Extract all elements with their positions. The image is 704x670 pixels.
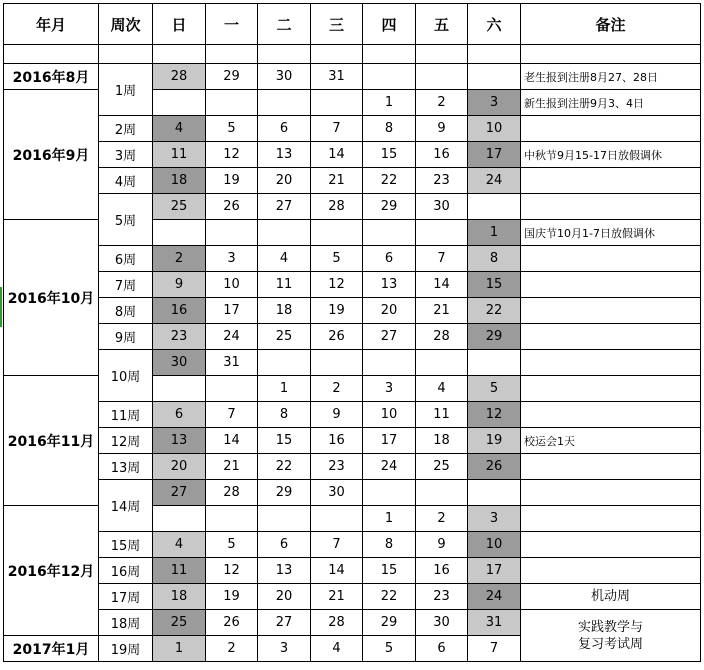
day-cell-thu: 6 — [363, 246, 416, 272]
note-cell — [521, 506, 701, 532]
day-cell-thu: 15 — [363, 558, 416, 584]
week-cell: 10周 — [99, 350, 153, 402]
note-cell — [521, 298, 701, 324]
calendar-row — [4, 480, 701, 506]
day-cell-sat: 19 — [468, 428, 521, 454]
day-cell-tue: 13 — [258, 142, 311, 168]
day-cell-thu — [363, 350, 416, 376]
day-cell-fri: 30 — [416, 610, 468, 636]
header-week: 周次 — [99, 4, 153, 45]
day-cell-wed: 21 — [311, 168, 363, 194]
day-cell-tue — [258, 506, 311, 532]
day-cell-sat: 3 — [468, 90, 521, 116]
day-cell-tue: 1 — [258, 376, 311, 402]
note-cell: 实践教学与 复习考试周 — [521, 610, 701, 662]
day-cell-sat: 10 — [468, 116, 521, 142]
day-cell-wed: 7 — [311, 532, 363, 558]
day-cell-sat — [468, 64, 521, 90]
day-cell-sat: 3 — [468, 506, 521, 532]
day-cell-thu: 8 — [363, 116, 416, 142]
day-cell-thu — [363, 220, 416, 246]
day-cell-sat: 31 — [468, 610, 521, 636]
day-cell-wed: 26 — [311, 324, 363, 350]
day-cell-tue: 30 — [258, 64, 311, 90]
day-cell-fri: 2 — [416, 90, 468, 116]
day-cell-sat: 8 — [468, 246, 521, 272]
day-cell-fri: 7 — [416, 246, 468, 272]
day-cell-sun — [153, 90, 206, 116]
day-cell-wed — [311, 506, 363, 532]
day-cell-fri: 2 — [416, 506, 468, 532]
day-cell-mon: 12 — [206, 558, 258, 584]
day-cell-fri — [416, 64, 468, 90]
day-cell-thu: 22 — [363, 168, 416, 194]
day-cell-mon: 21 — [206, 454, 258, 480]
day-cell-sun: 18 — [153, 584, 206, 610]
day-cell-mon: 3 — [206, 246, 258, 272]
day-cell-wed: 28 — [311, 610, 363, 636]
day-cell-thu — [363, 45, 416, 64]
day-cell-sun: 16 — [153, 298, 206, 324]
day-cell-tue: 20 — [258, 168, 311, 194]
day-cell-sat: 24 — [468, 584, 521, 610]
year-month-cell: 2016年12月 — [4, 506, 99, 636]
day-cell-mon: 5 — [206, 116, 258, 142]
day-cell-mon: 19 — [206, 584, 258, 610]
day-cell-tue: 29 — [258, 480, 311, 506]
day-cell-wed: 30 — [311, 480, 363, 506]
day-cell-sat — [468, 194, 521, 220]
day-cell-fri: 4 — [416, 376, 468, 402]
day-cell-sun — [153, 220, 206, 246]
week-cell: 11周 — [99, 402, 153, 428]
calendar-row — [4, 532, 701, 558]
day-cell-thu: 8 — [363, 532, 416, 558]
day-cell-mon: 14 — [206, 428, 258, 454]
day-cell-wed: 19 — [311, 298, 363, 324]
header-wed: 三 — [311, 4, 363, 45]
day-cell-wed: 31 — [311, 64, 363, 90]
day-cell-sun: 23 — [153, 324, 206, 350]
week-cell: 4周 — [99, 168, 153, 194]
week-cell: 15周 — [99, 532, 153, 558]
school-calendar-table — [3, 3, 701, 662]
note-cell — [521, 168, 701, 194]
calendar-row — [4, 324, 701, 350]
calendar-row — [4, 558, 701, 584]
note-cell: 中秋节9月15-17日放假调休 — [521, 142, 701, 168]
week-cell: 18周 — [99, 610, 153, 636]
calendar-row — [4, 45, 701, 64]
note-cell: 校运会1天 — [521, 428, 701, 454]
day-cell-tue: 22 — [258, 454, 311, 480]
day-cell-sat: 12 — [468, 402, 521, 428]
day-cell-tue: 25 — [258, 324, 311, 350]
header-mon: 一 — [206, 4, 258, 45]
day-cell-sun: 27 — [153, 480, 206, 506]
week-cell: 3周 — [99, 142, 153, 168]
day-cell-tue — [258, 350, 311, 376]
day-cell-sun: 11 — [153, 558, 206, 584]
day-cell-thu: 13 — [363, 272, 416, 298]
day-cell-sat: 17 — [468, 142, 521, 168]
day-cell-tue: 13 — [258, 558, 311, 584]
day-cell-mon: 5 — [206, 532, 258, 558]
year-month-cell: 2017年1月 — [4, 636, 99, 662]
day-cell-thu: 20 — [363, 298, 416, 324]
day-cell-tue — [258, 45, 311, 64]
header-sat: 六 — [468, 4, 521, 45]
header-sun: 日 — [153, 4, 206, 45]
day-cell-fri — [416, 45, 468, 64]
year-month-cell: 2016年10月 — [4, 220, 99, 376]
day-cell-wed: 5 — [311, 246, 363, 272]
day-cell-fri: 6 — [416, 636, 468, 662]
day-cell-thu: 22 — [363, 584, 416, 610]
day-cell-sun: 4 — [153, 116, 206, 142]
day-cell-sun: 25 — [153, 194, 206, 220]
day-cell-mon: 17 — [206, 298, 258, 324]
week-cell: 14周 — [99, 480, 153, 532]
note-cell — [521, 116, 701, 142]
header-fri: 五 — [416, 4, 468, 45]
day-cell-mon: 2 — [206, 636, 258, 662]
day-cell-sun — [153, 506, 206, 532]
day-cell-tue: 20 — [258, 584, 311, 610]
day-cell-sat: 17 — [468, 558, 521, 584]
day-cell-sun: 4 — [153, 532, 206, 558]
calendar-row — [4, 428, 701, 454]
day-cell-fri: 28 — [416, 324, 468, 350]
day-cell-tue: 27 — [258, 194, 311, 220]
calendar-row — [4, 246, 701, 272]
week-cell: 8周 — [99, 298, 153, 324]
week-cell: 6周 — [99, 246, 153, 272]
day-cell-sun: 30 — [153, 350, 206, 376]
day-cell-wed — [311, 90, 363, 116]
day-cell-thu: 5 — [363, 636, 416, 662]
day-cell-tue — [258, 90, 311, 116]
day-cell-wed — [311, 220, 363, 246]
day-cell-sat — [468, 45, 521, 64]
year-month-cell — [4, 45, 99, 64]
note-cell — [521, 272, 701, 298]
day-cell-fri: 14 — [416, 272, 468, 298]
note-cell: 新生报到注册9月3、4日 — [521, 90, 701, 116]
day-cell-fri: 9 — [416, 532, 468, 558]
day-cell-sun — [153, 376, 206, 402]
day-cell-thu: 29 — [363, 194, 416, 220]
week-cell: 12周 — [99, 428, 153, 454]
header-tue: 二 — [258, 4, 311, 45]
day-cell-sun: 11 — [153, 142, 206, 168]
day-cell-mon: 28 — [206, 480, 258, 506]
note-cell — [521, 45, 701, 64]
day-cell-fri: 18 — [416, 428, 468, 454]
day-cell-tue: 18 — [258, 298, 311, 324]
calendar-row — [4, 584, 701, 610]
day-cell-mon: 26 — [206, 610, 258, 636]
calendar-row — [4, 142, 701, 168]
day-cell-thu: 24 — [363, 454, 416, 480]
day-cell-sat: 7 — [468, 636, 521, 662]
day-cell-mon: 26 — [206, 194, 258, 220]
day-cell-mon: 7 — [206, 402, 258, 428]
note-cell — [521, 324, 701, 350]
year-month-cell: 2016年11月 — [4, 376, 99, 506]
day-cell-tue: 15 — [258, 428, 311, 454]
day-cell-sun: 18 — [153, 168, 206, 194]
week-cell: 19周 — [99, 636, 153, 662]
day-cell-wed: 21 — [311, 584, 363, 610]
day-cell-wed: 2 — [311, 376, 363, 402]
day-cell-mon: 10 — [206, 272, 258, 298]
day-cell-mon — [206, 90, 258, 116]
day-cell-fri: 23 — [416, 584, 468, 610]
day-cell-sun: 2 — [153, 246, 206, 272]
day-cell-thu — [363, 64, 416, 90]
week-cell: 1周 — [99, 64, 153, 116]
day-cell-thu: 10 — [363, 402, 416, 428]
day-cell-sat — [468, 350, 521, 376]
day-cell-wed — [311, 45, 363, 64]
day-cell-mon — [206, 220, 258, 246]
day-cell-tue: 27 — [258, 610, 311, 636]
day-cell-mon: 12 — [206, 142, 258, 168]
day-cell-sun: 20 — [153, 454, 206, 480]
day-cell-wed: 7 — [311, 116, 363, 142]
day-cell-sun: 6 — [153, 402, 206, 428]
day-cell-fri: 16 — [416, 142, 468, 168]
note-cell: 机动周 — [521, 584, 701, 610]
calendar-row — [4, 298, 701, 324]
note-cell: 国庆节10月1-7日放假调休 — [521, 220, 701, 246]
week-cell: 2周 — [99, 116, 153, 142]
week-cell: 5周 — [99, 194, 153, 246]
day-cell-thu: 1 — [363, 506, 416, 532]
day-cell-thu: 17 — [363, 428, 416, 454]
day-cell-fri — [416, 480, 468, 506]
day-cell-tue: 6 — [258, 532, 311, 558]
note-cell — [521, 376, 701, 402]
week-cell — [99, 45, 153, 64]
day-cell-wed: 23 — [311, 454, 363, 480]
day-cell-mon — [206, 376, 258, 402]
day-cell-sun — [153, 45, 206, 64]
day-cell-fri: 25 — [416, 454, 468, 480]
day-cell-fri: 23 — [416, 168, 468, 194]
calendar-row — [4, 64, 701, 90]
note-cell — [521, 532, 701, 558]
note-cell — [521, 480, 701, 506]
week-cell: 16周 — [99, 558, 153, 584]
calendar-row — [4, 194, 701, 220]
note-cell — [521, 246, 701, 272]
header-year-month: 年月 — [4, 4, 99, 45]
day-cell-tue: 3 — [258, 636, 311, 662]
calendar-row — [4, 168, 701, 194]
day-cell-tue: 6 — [258, 116, 311, 142]
calendar-row — [4, 454, 701, 480]
day-cell-thu: 29 — [363, 610, 416, 636]
calendar-row — [4, 402, 701, 428]
day-cell-wed — [311, 350, 363, 376]
day-cell-thu: 27 — [363, 324, 416, 350]
day-cell-sat: 1 — [468, 220, 521, 246]
header-thu: 四 — [363, 4, 416, 45]
day-cell-sun: 1 — [153, 636, 206, 662]
day-cell-mon: 19 — [206, 168, 258, 194]
day-cell-sun: 28 — [153, 64, 206, 90]
day-cell-thu: 3 — [363, 376, 416, 402]
day-cell-mon: 24 — [206, 324, 258, 350]
day-cell-wed: 4 — [311, 636, 363, 662]
week-cell: 7周 — [99, 272, 153, 298]
day-cell-thu: 15 — [363, 142, 416, 168]
day-cell-tue — [258, 220, 311, 246]
note-cell — [521, 402, 701, 428]
day-cell-tue: 11 — [258, 272, 311, 298]
week-cell: 13周 — [99, 454, 153, 480]
day-cell-sat: 29 — [468, 324, 521, 350]
day-cell-mon: 31 — [206, 350, 258, 376]
day-cell-sun: 9 — [153, 272, 206, 298]
day-cell-sun: 25 — [153, 610, 206, 636]
calendar-row — [4, 272, 701, 298]
day-cell-fri: 9 — [416, 116, 468, 142]
day-cell-sat: 10 — [468, 532, 521, 558]
day-cell-wed: 14 — [311, 558, 363, 584]
day-cell-fri: 16 — [416, 558, 468, 584]
week-cell: 9周 — [99, 324, 153, 350]
header-notes: 备注 — [521, 4, 701, 45]
day-cell-sat: 15 — [468, 272, 521, 298]
note-cell — [521, 194, 701, 220]
header-row — [4, 4, 701, 45]
week-cell: 17周 — [99, 584, 153, 610]
day-cell-sat: 22 — [468, 298, 521, 324]
day-cell-fri: 11 — [416, 402, 468, 428]
day-cell-mon — [206, 45, 258, 64]
row-indicator — [0, 287, 2, 327]
day-cell-thu: 1 — [363, 90, 416, 116]
calendar-row — [4, 116, 701, 142]
day-cell-thu — [363, 480, 416, 506]
day-cell-sun: 13 — [153, 428, 206, 454]
day-cell-sat: 24 — [468, 168, 521, 194]
day-cell-sat: 5 — [468, 376, 521, 402]
day-cell-fri: 21 — [416, 298, 468, 324]
day-cell-tue: 4 — [258, 246, 311, 272]
calendar-row — [4, 610, 701, 636]
calendar-row — [4, 350, 701, 376]
day-cell-sat: 26 — [468, 454, 521, 480]
note-cell: 老生报到注册8月27、28日 — [521, 64, 701, 90]
day-cell-wed: 9 — [311, 402, 363, 428]
note-cell — [521, 558, 701, 584]
day-cell-sat — [468, 480, 521, 506]
day-cell-fri — [416, 220, 468, 246]
day-cell-fri: 30 — [416, 194, 468, 220]
year-month-cell: 2016年8月 — [4, 64, 99, 90]
day-cell-wed: 16 — [311, 428, 363, 454]
day-cell-mon — [206, 506, 258, 532]
day-cell-fri — [416, 350, 468, 376]
day-cell-mon: 29 — [206, 64, 258, 90]
note-cell — [521, 454, 701, 480]
note-cell — [521, 350, 701, 376]
day-cell-tue: 8 — [258, 402, 311, 428]
day-cell-wed: 28 — [311, 194, 363, 220]
day-cell-wed: 14 — [311, 142, 363, 168]
day-cell-wed: 12 — [311, 272, 363, 298]
year-month-cell: 2016年9月 — [4, 90, 99, 220]
